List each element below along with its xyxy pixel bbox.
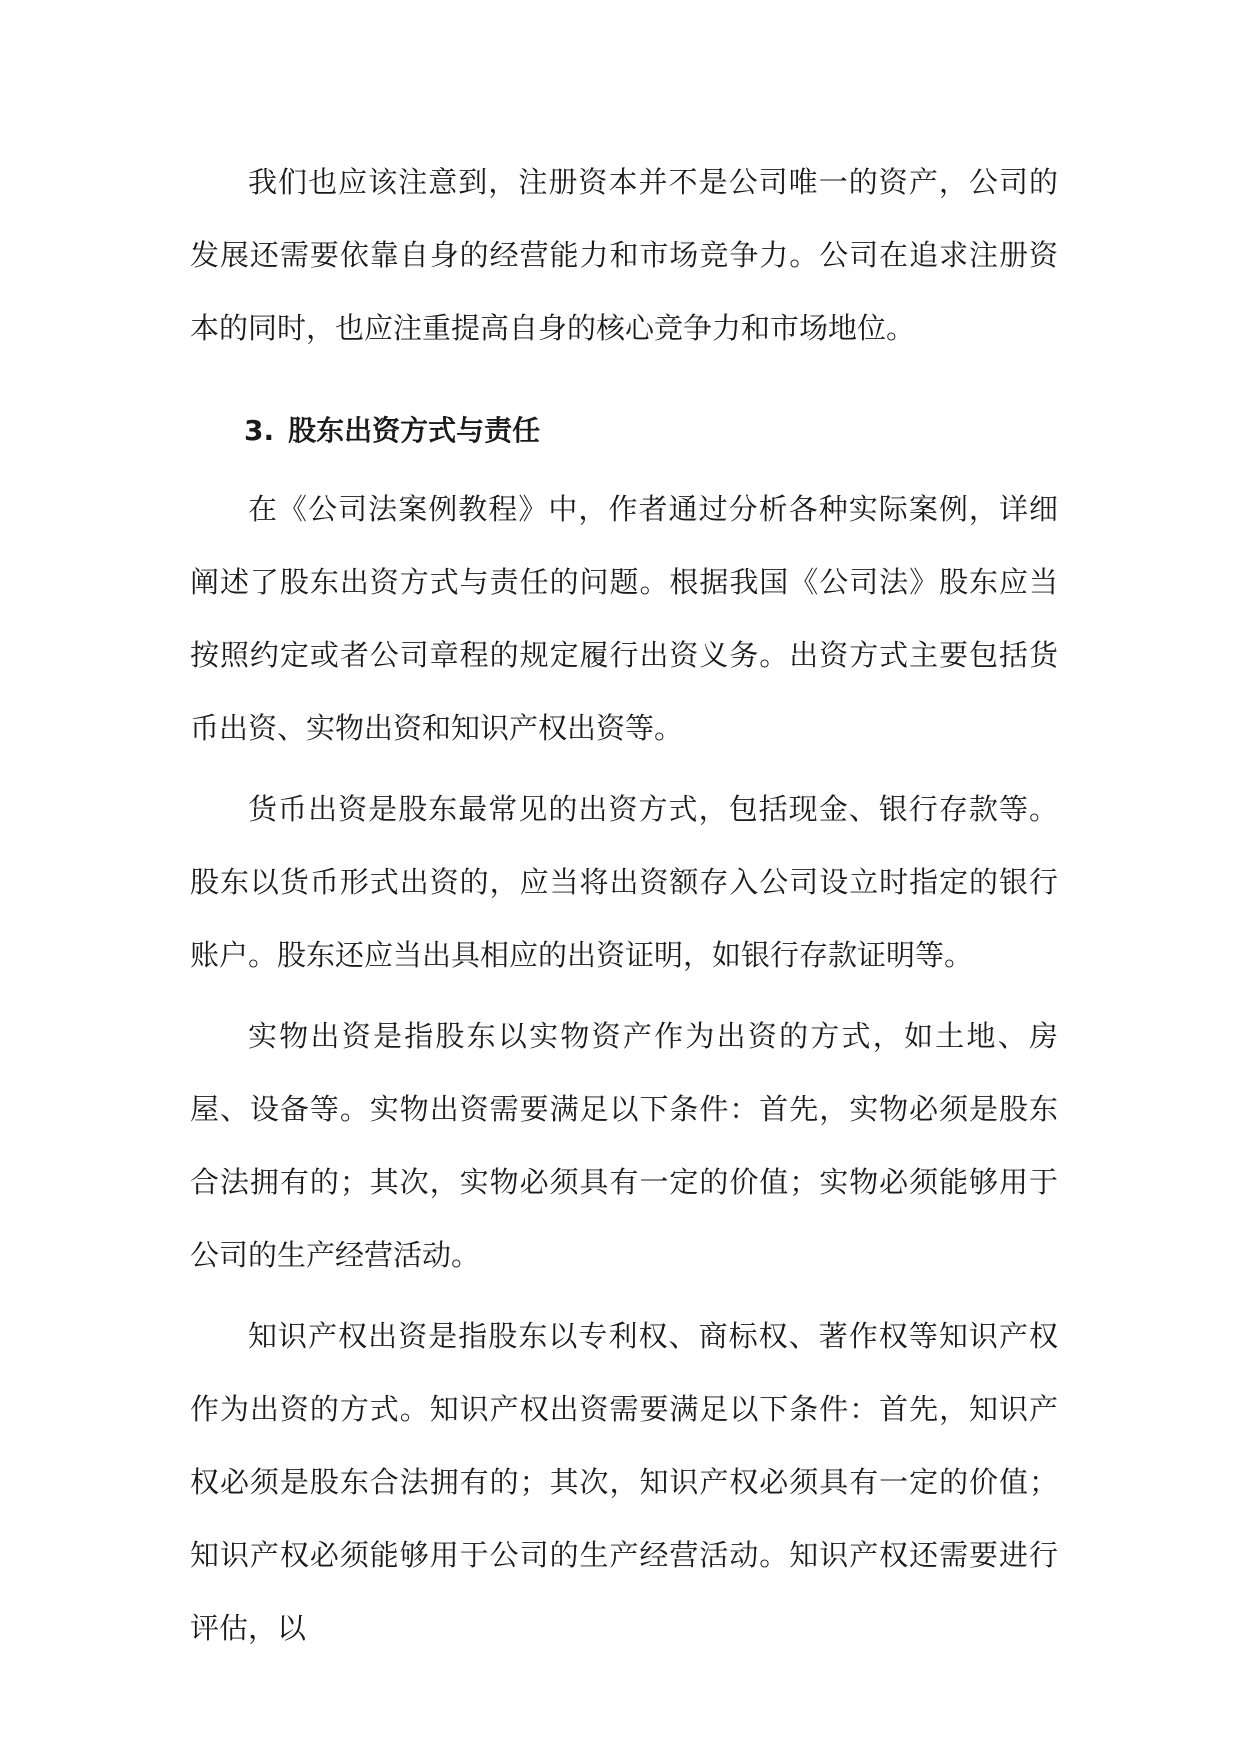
paragraph-ip-contribution: 知识产权出资是指股东以专利权、商标权、著作权等知识产权作为出资的方式。知识产权出资需要满足以下条件：首先，知识产权必须是股东合法拥有的；其次，知识产权必须具有一定的价值；知识产权必须能够用于公司的生产经营活动。知识产权还需要进行评估，以 xyxy=(190,1319,1058,1645)
section-title: 股东出资方式与责任 xyxy=(288,414,541,447)
document-body xyxy=(190,146,1058,1673)
paragraph-registered-capital: 我们也应该注意到，注册资本并不是公司唯一的资产，公司的发展还需要依靠自身的经营能力和市场竞争力。公司在追求注册资本的同时，也应注重提高自身的核心竞争力和市场地位。 xyxy=(190,165,1058,345)
paragraph-physical-contribution: 实物出资是指股东以实物资产作为出资的方式，如土地、房屋、设备等。实物出资需要满足以下条件：首先，实物必须是股东合法拥有的；其次，实物必须具有一定的价值；实物必须能够用于公司的生产经营活动。 xyxy=(190,1019,1058,1272)
section-heading xyxy=(190,401,1058,461)
paragraph-monetary-contribution: 货币出资是股东最常见的出资方式，包括现金、银行存款等。股东以货币形式出资的，应当将出资额存入公司设立时指定的银行账户。股东还应当出具相应的出资证明，如银行存款证明等。 xyxy=(190,792,1058,972)
paragraph-contribution-overview: 在《公司法案例教程》中，作者通过分析各种实际案例，详细阐述了股东出资方式与责任的问题。根据我国《公司法》股东应当按照约定或者公司章程的规定履行出资义务。出资方式主要包括货币出资、实物出资和知识产权出资等。 xyxy=(190,492,1058,745)
section-number: 3. xyxy=(244,414,275,447)
